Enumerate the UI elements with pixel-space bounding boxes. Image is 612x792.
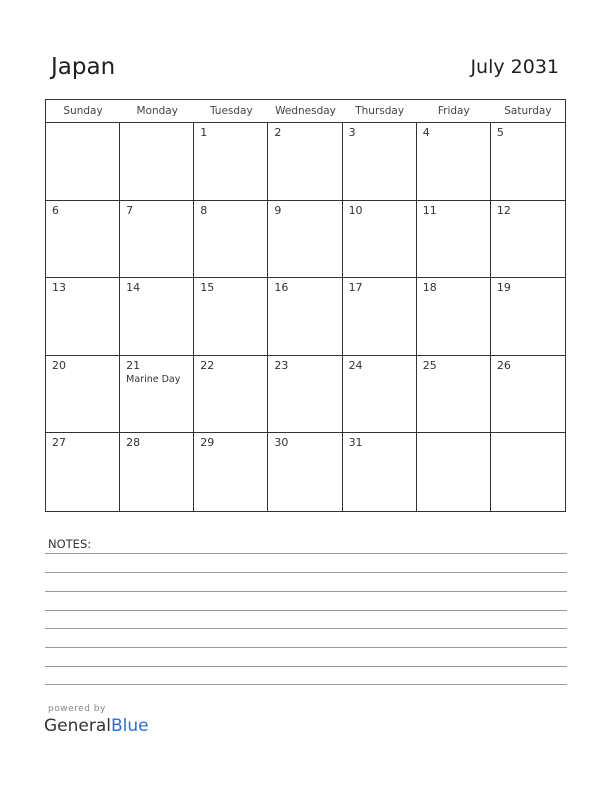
day-cell [46, 201, 120, 279]
weekday-header: Saturday [491, 100, 565, 123]
day-number: 9 [274, 203, 282, 217]
day-number: 6 [52, 203, 59, 217]
day-number: 12 [496, 203, 511, 217]
day-cell [343, 356, 417, 434]
day-number: 14 [126, 281, 141, 295]
day-number: 15 [200, 281, 215, 295]
day-cell [491, 201, 565, 279]
day-cell [268, 201, 342, 279]
country-title: Japan [51, 54, 116, 80]
day-number: 25 [422, 358, 437, 372]
month-title: July 2031 [470, 56, 559, 78]
day-number: 8 [200, 203, 208, 217]
day-number: 13 [52, 281, 66, 295]
day-cell [120, 433, 194, 511]
day-cell [194, 278, 268, 356]
day-cell [120, 123, 194, 201]
weekday-header: Sunday [46, 100, 120, 123]
day-cell [417, 123, 491, 201]
weekday-header: Wednesday [268, 100, 342, 123]
day-cell [46, 278, 120, 356]
day-number: 19 [496, 281, 511, 295]
brand-name-part2: Blue [111, 716, 149, 736]
day-cell [268, 278, 342, 356]
day-cell [46, 433, 120, 511]
day-number: 11 [422, 203, 437, 217]
day-number: 18 [422, 281, 437, 295]
note-line [45, 610, 567, 611]
day-cell [491, 356, 565, 434]
brand-name-part1: General [44, 716, 111, 736]
weekday-header: Tuesday [194, 100, 268, 123]
day-cell [268, 356, 342, 434]
day-number: 1 [200, 126, 208, 139]
day-cell [343, 433, 417, 511]
weekday-header: Monday [120, 100, 194, 123]
day-cell [194, 433, 268, 511]
day-number: 16 [274, 281, 289, 295]
day-number: 28 [126, 436, 141, 450]
day-cell [417, 356, 491, 434]
day-cell [46, 123, 120, 201]
note-line [45, 647, 567, 648]
day-cell [343, 201, 417, 279]
day-number: 24 [348, 358, 363, 372]
day-number: 22 [200, 358, 215, 372]
day-cell [417, 278, 491, 356]
day-cell [46, 356, 120, 434]
day-cell [268, 433, 342, 511]
note-line [45, 666, 567, 667]
day-number: 2 [274, 126, 282, 139]
day-cell [194, 356, 268, 434]
day-number: 4 [422, 126, 430, 139]
day-cell [268, 123, 342, 201]
day-cell [491, 433, 565, 511]
note-line [45, 591, 567, 592]
note-line [45, 572, 567, 573]
powered-by-text: powered by [48, 704, 106, 714]
day-number: 27 [52, 436, 66, 450]
note-line [45, 628, 567, 629]
note-line [45, 553, 567, 554]
day-number: 31 [348, 436, 363, 450]
day-number: 3 [348, 126, 356, 139]
day-cell [120, 201, 194, 279]
day-number: 23 [274, 358, 289, 372]
notes-label: NOTES: [48, 537, 92, 551]
day-number: 5 [496, 126, 504, 139]
calendar-grid [45, 99, 566, 512]
brand-logo [44, 716, 149, 736]
day-cell [417, 201, 491, 279]
day-cell [491, 123, 565, 201]
day-cell [343, 278, 417, 356]
day-number: 21 [126, 358, 141, 372]
day-cell [194, 201, 268, 279]
day-number: 17 [348, 281, 363, 295]
day-number: 20 [52, 358, 66, 372]
holiday-label: Marine Day [126, 373, 181, 385]
day-number: 7 [126, 203, 134, 217]
weekday-header: Thursday [343, 100, 417, 123]
day-cell [120, 356, 194, 434]
day-cell [343, 123, 417, 201]
day-number: 10 [348, 203, 363, 217]
day-number: 30 [274, 436, 289, 450]
day-cell [194, 123, 268, 201]
day-number: 26 [496, 358, 511, 372]
weekday-header: Friday [417, 100, 491, 123]
note-line [45, 684, 567, 685]
day-number: 29 [200, 436, 215, 450]
day-cell [417, 433, 491, 511]
day-cell [491, 278, 565, 356]
day-cell [120, 278, 194, 356]
